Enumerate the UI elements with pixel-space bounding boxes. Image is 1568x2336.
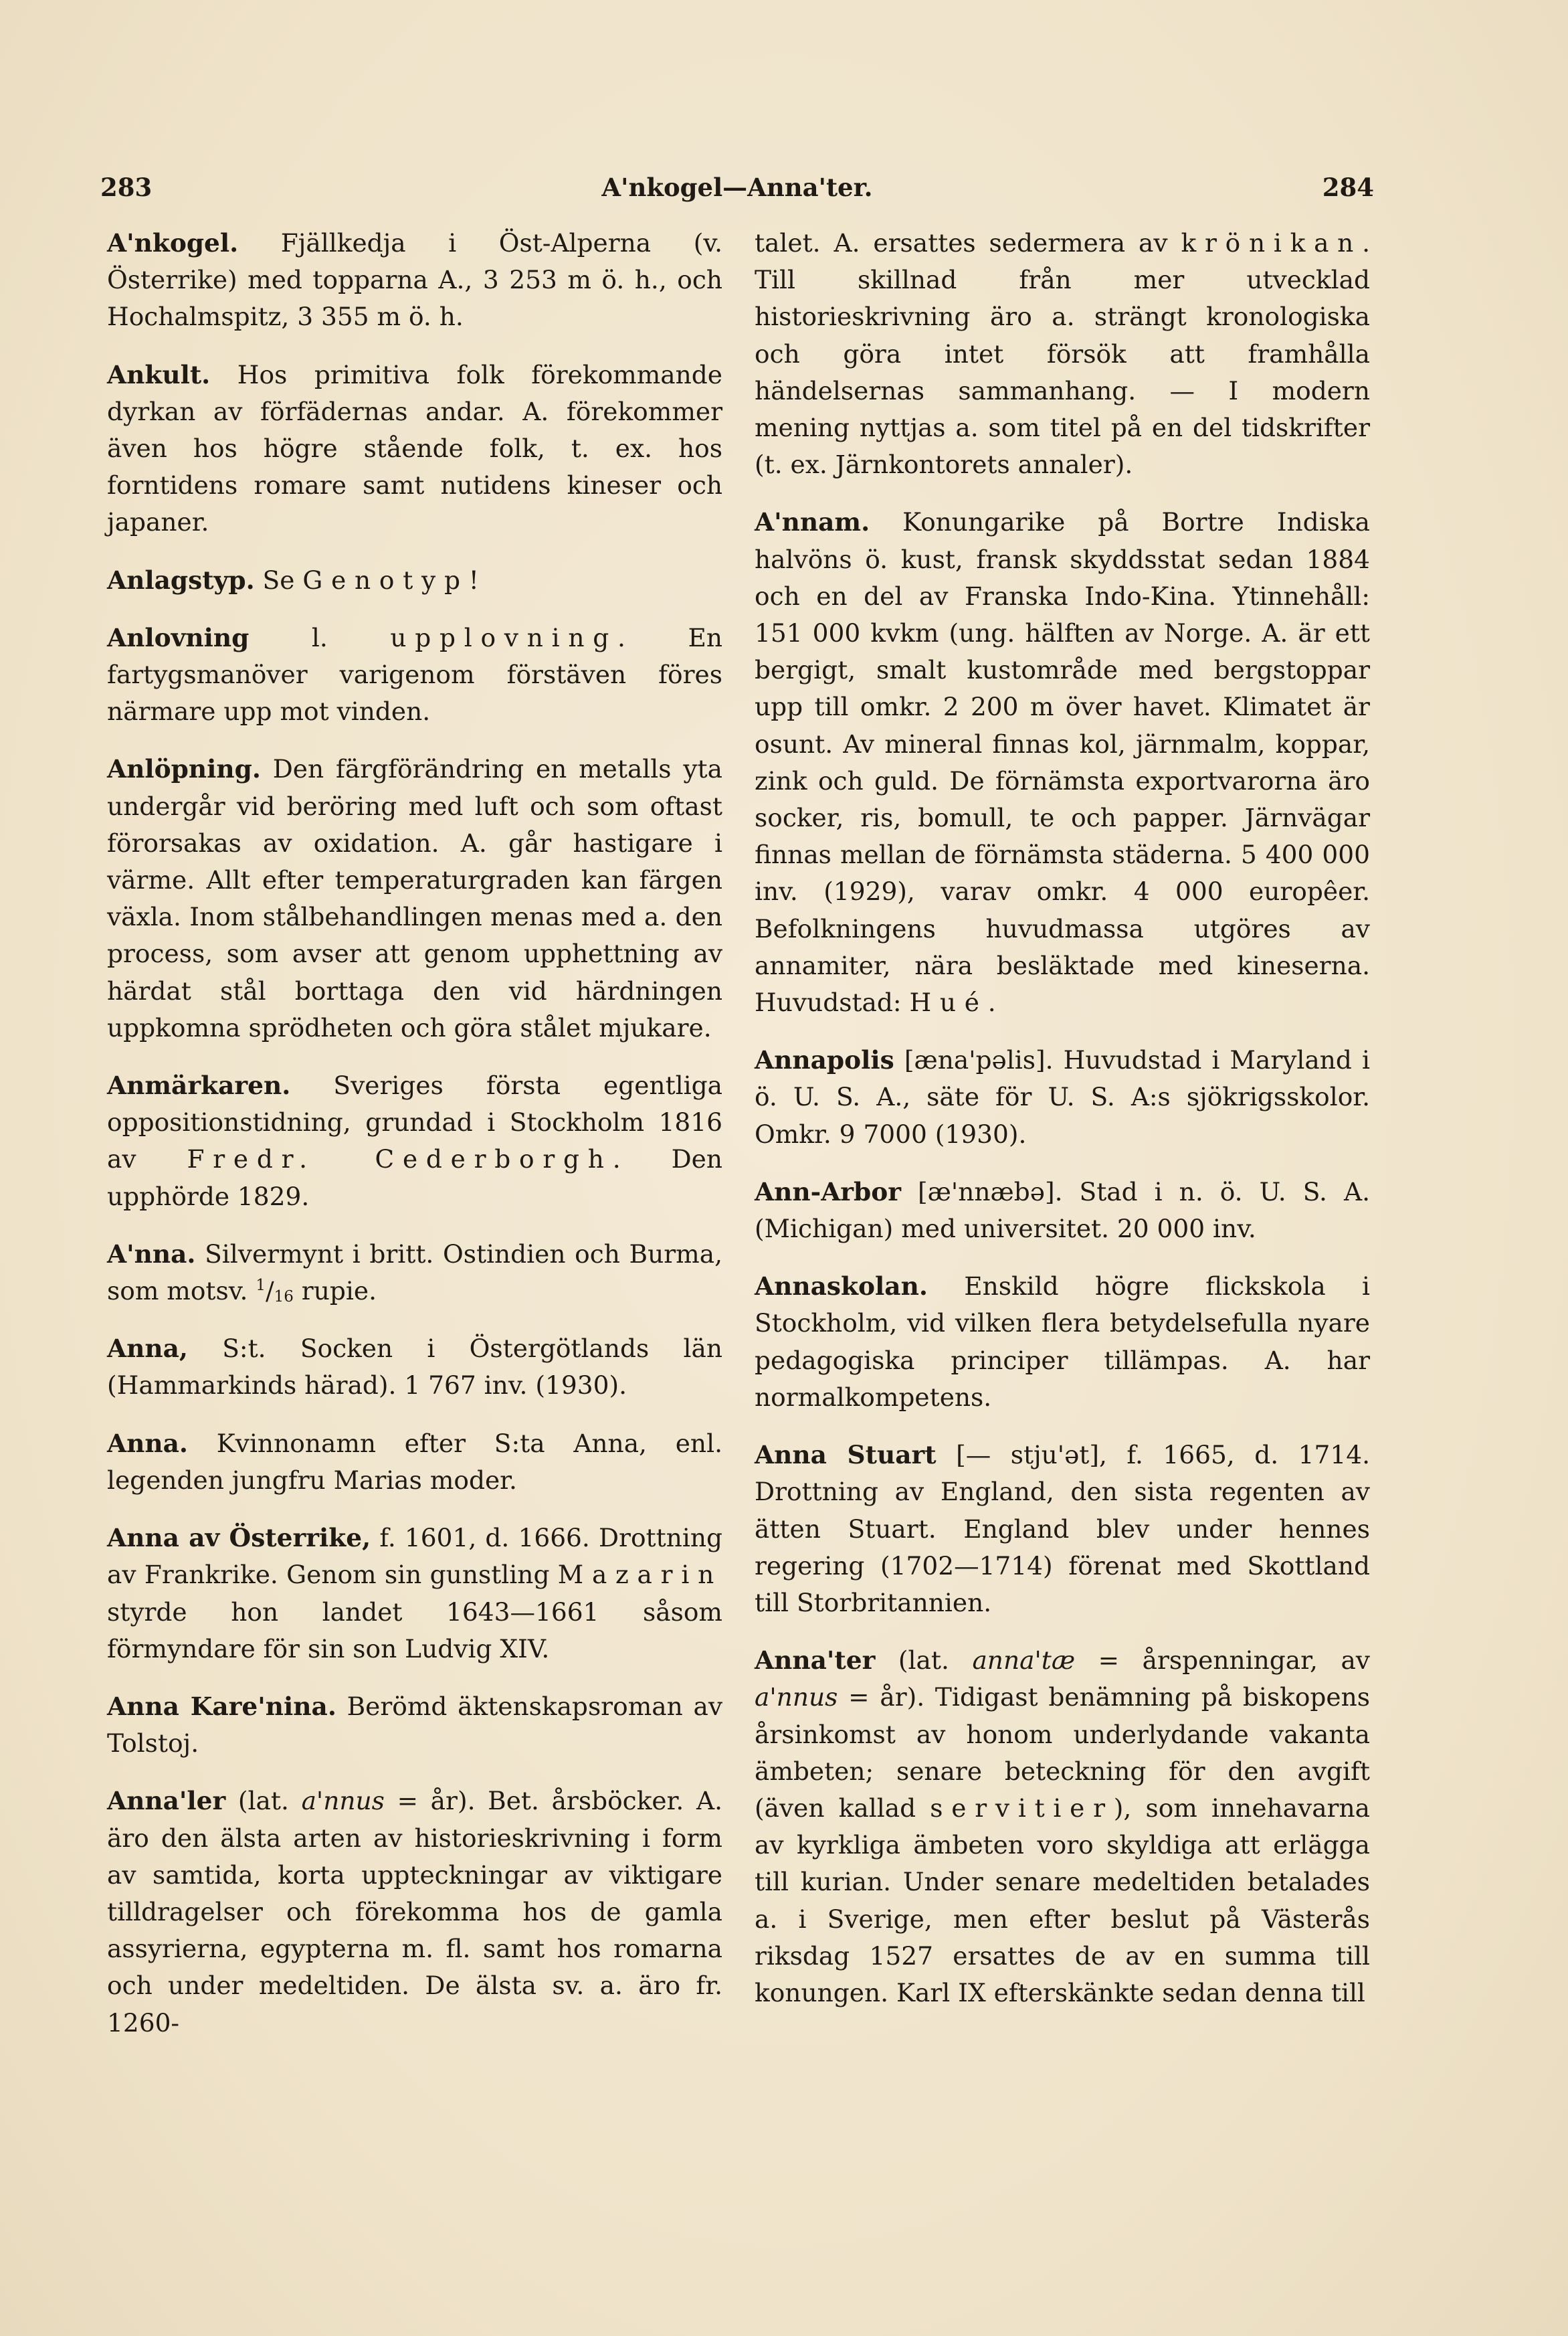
entry-text: = år). Bet. årsböcker. A. äro den älsta arten av historieskrivning i form av samtida, korta uppteckningar av viktigare tilldragelser och förekomma hos de gamla assyrierna, egypterna m. fl. samt hos romarna och under medeltiden. De älsta sv. a. äro fr. 1260-	[107, 1786, 722, 2038]
entry-text: Silvermynt i britt. Ostindien och Burma, som motsv.	[107, 1239, 722, 1306]
headword: Anlagstyp.	[107, 565, 255, 595]
entry-text: . Till skillnad från mer utvecklad historieskrivning äro a. strängt kronologiska och göra intet försök att framhålla händelsernas sammanhang. — I modern mening nyttjas a. som titel på en del tidskrifter (t. ex. Järnkontorets annaler).	[755, 228, 1370, 480]
page-number-right: 284	[1322, 173, 1374, 202]
entry-annam	[755, 504, 1370, 1021]
headword: Anlöpning.	[107, 754, 261, 784]
headword: Anna Stuart	[755, 1440, 937, 1470]
spaced-reference: Genotyp	[302, 565, 469, 595]
entry-text: f. 1601, d. 1666. Drottning av Frankrike. Genom sin gunstling	[107, 1523, 722, 1590]
entry-text: styrde hon landet 1643—1661 såsom förmyndare för sin son Ludvig XIV.	[107, 1597, 722, 1664]
entry-annaler-continued	[755, 225, 1370, 483]
entry-text: talet. A. ersattes sedermera av	[755, 228, 1181, 258]
entry-text: = årspenningar, av	[1075, 1645, 1370, 1676]
spaced-term: servitier	[930, 1793, 1114, 1823]
entry-annapolis	[755, 1042, 1370, 1153]
entry-text: Hos primitiva folk förekommande dyrkan av förfädernas andar. A. förekommer även hos högre stående folk, t. ex. hos forntidens romare samt nutidens kineser och japaner.	[107, 359, 722, 537]
entry-anlagstyp	[107, 562, 722, 599]
entry-text: (lat.	[225, 1786, 302, 1816]
entry-annater	[755, 1642, 1370, 2011]
entry-anna-av-osterrike	[107, 1520, 722, 1668]
entry-anna-karenina	[107, 1688, 722, 1762]
entry-anna-st	[107, 1330, 722, 1404]
entry-anlopning	[107, 751, 722, 1047]
entry-text: . Den upphörde 1829.	[107, 1144, 722, 1211]
spaced-reference: upplovning	[390, 622, 618, 652]
entry-text: ), som innehavarna av kyrkliga ämbeten voro skyldiga att erlägga till kurian. Under senare medeltiden betalades a. i Sverige, men efter beslut på Västerås riksdag 1527 ersattes de av en summa till konungen. Karl IX efterskänkte sedan denna till	[755, 1793, 1370, 2007]
entry-anna-coin	[107, 1236, 722, 1310]
headword: Anna,	[107, 1334, 188, 1364]
entry-text: rupie.	[293, 1276, 377, 1306]
left-column	[107, 225, 722, 2062]
headword: Anlovning	[107, 622, 250, 652]
entry-ankult	[107, 357, 722, 541]
italic-term: anna'tæ	[972, 1645, 1076, 1676]
entry-text: Sveriges första egentliga oppositionstidning, grundad i Stockholm 1816 av	[107, 1071, 722, 1174]
headword: Ann-Arbor	[755, 1176, 902, 1206]
spaced-name: Fredr. Cederborgh	[187, 1144, 613, 1174]
entry-text: Kvinnonamn efter S:ta Anna, enl. legenden jungfru Marias moder.	[107, 1428, 722, 1495]
italic-term: a'nnus	[301, 1786, 385, 1816]
fraction-slash: /	[265, 1276, 274, 1306]
headword: Annaskolan.	[755, 1271, 928, 1301]
entry-text: = år). Tidigast benämning på biskopens årsinkomst av honom underlydande vakanta ämbeten; senare beteckning för den avgift (även kallad	[755, 1682, 1370, 1823]
entry-text: S:t. Socken i Östergötlands län (Hammarkinds härad). 1 767 inv. (1930).	[107, 1334, 722, 1401]
page-number-left: 283	[100, 173, 153, 202]
spaced-reference: krönikan	[1181, 228, 1363, 258]
entry-text: .	[987, 988, 996, 1018]
entry-text: Berömd äktenskapsroman av Tolstoj.	[107, 1691, 723, 1759]
entry-anmarkaren	[107, 1067, 722, 1215]
entry-text: [æ'nnæbə]. Stad i n. ö. U. S. A. (Michigan) med universitet. 20 000 inv.	[755, 1176, 1370, 1244]
headword: Anna'ler	[107, 1786, 226, 1816]
fraction-numerator: 1	[256, 1277, 266, 1295]
fraction-denominator: 16	[274, 1288, 294, 1306]
entry-text: l.	[249, 622, 391, 652]
headword: Anna.	[107, 1428, 188, 1458]
entry-text: Enskild högre flickskola i Stockholm, vid vilken flera betydelsefulla nyare pedagogiska principer tillämpas. A. har normalkompetens.	[755, 1271, 1370, 1412]
entry-text: (lat.	[875, 1645, 973, 1676]
entry-anna-stuart	[755, 1437, 1370, 1621]
headword: Ankult.	[107, 359, 211, 389]
entry-anlovning	[107, 620, 722, 731]
entry-text: Fjällkedja i Öst-Alperna (v. Österrike) med topparna A., 3 253 m ö. h., och Hochalmspitz, 3 355 m ö. h.	[107, 228, 722, 332]
entry-text: [— stju'ət], f. 1665, d. 1714. Drottning av England, den sista regenten av ätten Stuart. England blev under hennes regering (1702—1714) förenat med Skottland till Storbritannien.	[755, 1440, 1370, 1617]
entry-text: !	[468, 565, 479, 595]
entry-ankogel	[107, 225, 722, 336]
entry-annaskolan	[755, 1268, 1370, 1416]
running-header	[100, 173, 1374, 213]
entry-text: Se	[254, 565, 303, 595]
headword: Anna av Österrike,	[107, 1523, 371, 1553]
entry-annaler	[107, 1783, 722, 2041]
headword: Anna Kare'nina.	[107, 1691, 336, 1721]
entry-ann-arbor	[755, 1174, 1370, 1247]
entry-text: . En fartygsmanöver varigenom förstäven föres närmare upp mot vinden.	[107, 622, 722, 727]
headword: A'nkogel.	[107, 228, 239, 258]
headword: A'nna.	[107, 1239, 196, 1269]
spaced-name: Hué	[909, 988, 988, 1018]
spaced-name: Mazarin	[557, 1560, 722, 1590]
entry-text: Konungarike på Bortre Indiska halvöns ö. kust, fransk skyddsstat sedan 1884 och en del av Franska Indo-Kina. Ytinnehåll: 151 000 kvkm (ung. hälften av Norge. A. är ett bergigt, smalt kustområde med bergstoppar upp till omkr. 2 200 m över havet. Klimatet är osunt. Av mineral finnas kol, järnmalm, koppar, zink och guld. De förnämsta exportvarorna äro socker, ris, bomull, te och papper. Järnvägar finnas mellan de förnämsta städerna. 5 400 000 inv. (1929), varav omkr. 4 000 europêer. Befolkningens huvudmassa utgöres av annamiter, nära besläktade med kineserna. Huvudstad:	[755, 507, 1370, 1018]
headword: Anmärkaren.	[107, 1071, 291, 1101]
entry-text: Den färgförändring en metalls yta undergår vid beröring med luft och som oftast förorsakas av oxidation. A. går hastigare i värme. Allt efter temperaturgraden kan färgen växla. Inom stålbehandlingen menas med a. den process, som avser att genom upphettning av härdat stål borttaga den vid härdningen uppkomna sprödheten och göra stålet mjukare.	[107, 754, 722, 1043]
right-column	[755, 225, 1370, 2032]
entry-text: [æna'pəlis]. Huvudstad i Maryland i ö. U. S. A., säte för U. S. A:s sjökrigsskolor. Omkr. 9 7000 (1930).	[755, 1045, 1370, 1149]
headword: Anna'ter	[755, 1645, 876, 1676]
italic-term: a'nnus	[755, 1682, 838, 1712]
entry-anna-name	[107, 1425, 722, 1499]
headword: Annapolis	[755, 1045, 894, 1075]
headword: A'nnam.	[755, 507, 870, 537]
header-title: A'nkogel—Anna'ter.	[601, 173, 873, 202]
